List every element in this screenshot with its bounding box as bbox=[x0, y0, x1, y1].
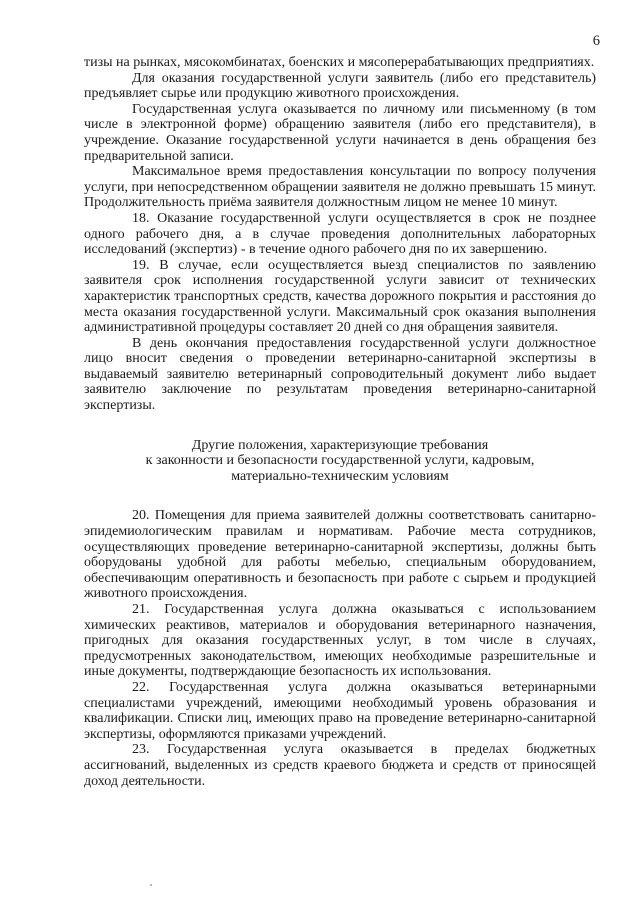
paragraph-item-23: 23. Государственная услуга оказывается в пределах бюджетных ассигнований, выделенных из средств краевого бюджета и средств от приносящей доход деятельности. bbox=[84, 742, 596, 789]
section-heading bbox=[84, 438, 596, 485]
section-heading-line: Другие положения, характеризующие требования bbox=[191, 437, 489, 453]
paragraph: Государственная услуга оказывается по личному или письменному (в том числе в электронной форме) обращению заявителя (либо его представителя), в учреждение. Оказание государственной услуги начинается в день обращения без предварительной записи. bbox=[84, 101, 596, 164]
paragraph-continuation: тизы на рынках, мясокомбинатах, боенских и мясоперерабатывающих предприятиях. bbox=[84, 55, 595, 70]
paragraph-item-19: 19. В случае, если осуществляется выезд специалистов по заявлению заявителя срок исполнения государственной услуги зависит от технических характеристик транспортных средств, качества дорожного покрытия и расстояния до места оказания государственной услуги. Максимальный срок оказания выполнения административной процедуры составляет 20 дней со дня обращения заявителя. bbox=[84, 257, 596, 336]
paragraph: В день окончания предоставления государственной услуги должностное лицо вносит сведения о проведении ветеринарно-санитарной экспертизы в выдаваемый заявителю ветеринарный сопроводительный документ либо выдает заявителю заключение по результатам проведения ветеринарно-санитарной экспертизы. bbox=[84, 335, 596, 414]
paragraph: Для оказания государственной услуги заявитель (либо его представитель) предъявляет сырье или продукцию животного происхождения. bbox=[84, 70, 596, 102]
paragraph-item-18: 18. Оказание государственной услуги осуществляется в срок не позднее одного рабочего дня, а в случае проведения дополнительных лабораторных исследований (экспертиз) - в течение одного рабочего дня по их завершению. bbox=[84, 210, 596, 258]
paragraph-item-21: 21. Государственная услуга должна оказываться с использованием химических реактивов, материалов и оборудования ветеринарного назначения, пригодных для оказания государственных услуг, в том числе в случаях, предусмотренных законодательством, имеющих необходимые разрешительные и иные документы, подтверждающие безопасность их использования. bbox=[84, 602, 596, 680]
page-number: 6 bbox=[592, 33, 600, 49]
paragraph-item-22: 22. Государственная услуга должна оказываться ветеринарными специалистами учреждений, имеющими необходимый уровень образования и квалификации. Списки лиц, имеющих право на проведение ветеринарно-санитарной экспертизы, оформляются приказами учреждений. bbox=[84, 679, 596, 742]
scan-speck bbox=[150, 884, 152, 886]
paragraph-item-20: 20. Помещения для приема заявителей должны соответствовать санитарно-эпидемиологическим правилам и нормативам. Рабочие места сотрудников, осуществляющих проведение ветеринарно-санитарной экспертизы, должны быть оборудованы удобной для работы мебелью, специальным оборудованием, обеспечивающим оперативность и безопасность при работе с сырьем и продукцией животного происхождения. bbox=[84, 508, 596, 602]
section-heading-line: материально-техническим условиям bbox=[231, 468, 449, 484]
document-body bbox=[84, 55, 596, 789]
section-heading-line: к законности и безопасности государственной услуги, кадровым, bbox=[145, 453, 535, 469]
paragraph: Максимальное время предоставления консультации по вопросу получения услуги, при непосредственном обращении заявителя не должно превышать 15 минут. Продолжительность приёма заявителя должностным лицом не менее 10 минут. bbox=[84, 164, 596, 211]
